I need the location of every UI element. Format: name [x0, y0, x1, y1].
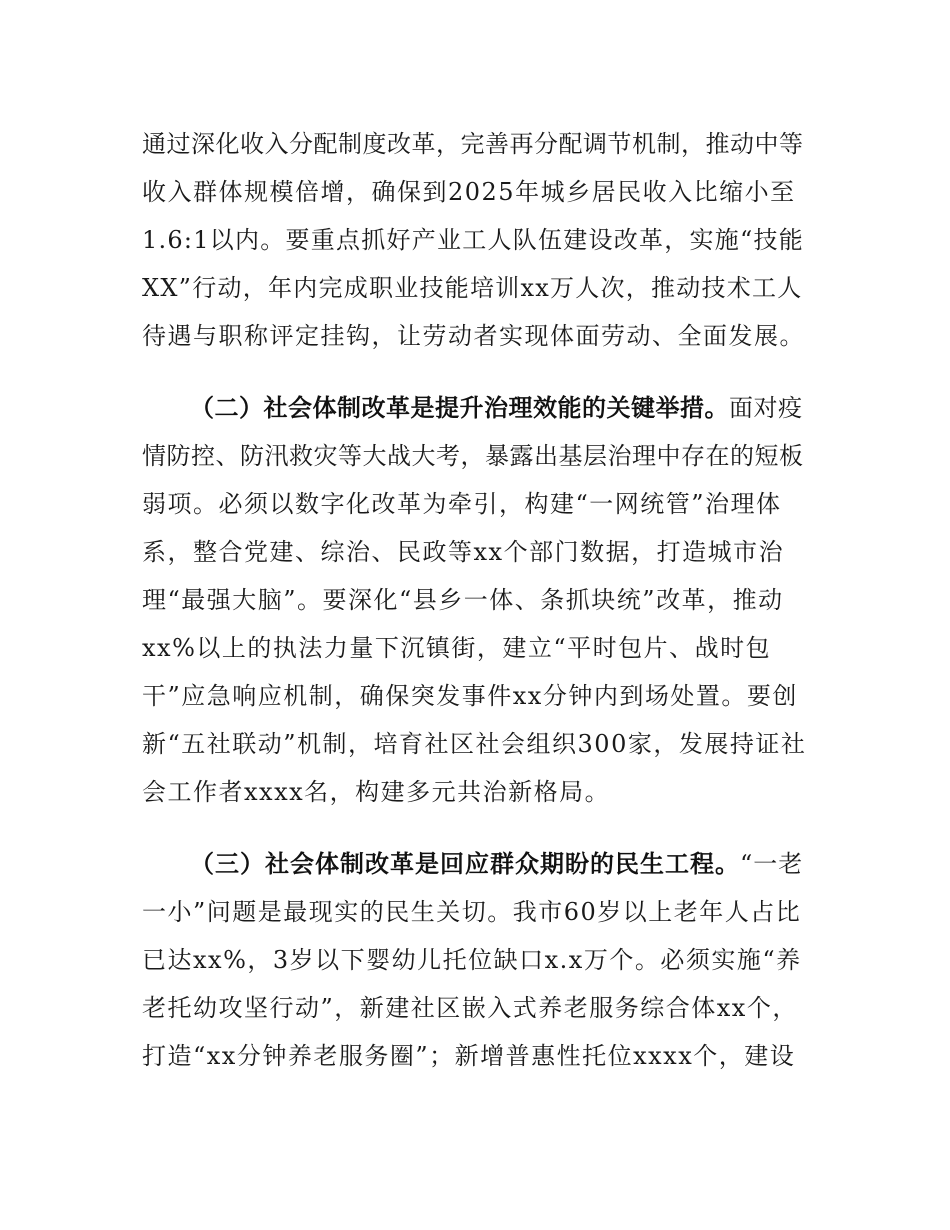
paragraph-line: 一小”问题是最现实的民生关切。我市60岁以上老年人占比: [142, 898, 802, 926]
section-three-heading: （三）社会体制改革是回应群众期盼的民生工程。: [190, 850, 740, 878]
paragraph-line: xx%以上的执法力量下沉镇街，建立“平时包片、战时包: [142, 634, 772, 662]
paragraph-line: 打造“xx分钟养老服务圈”；新增普惠性托位xxxx个，建设: [142, 1042, 796, 1070]
paragraph-line: 理“最强大脑”。要深化“县乡一体、条抓块统”改革，推动: [142, 586, 784, 614]
paragraph-line: 收入群体规模倍增，确保到2025年城乡居民收入比缩小至: [142, 178, 796, 206]
paragraph-line: 系，整合党建、综治、民政等xx个部门数据，打造城市治: [142, 538, 785, 566]
paragraph-line: XX”行动，年内完成职业技能培训xx万人次，推动技术工人: [142, 274, 803, 302]
section-three-first-line-rest: “一老: [740, 850, 804, 878]
paragraph-line: 新“五社联动”机制，培育社区社会组织300家，发展持证社: [142, 730, 807, 758]
section-three-first-line: [190, 844, 803, 884]
paragraph-line: 通过深化收入分配制度改革，完善再分配调节机制，推动中等: [142, 130, 804, 158]
paragraph-line: 情防控、防汛救灾等大战大考，暴露出基层治理中存在的短板: [142, 442, 804, 470]
paragraph-line: 1.6:1以内。要重点抓好产业工人队伍建设改革，实施“技能: [142, 226, 805, 254]
paragraph-line: 待遇与职称评定挂钩，让劳动者实现体面劳动、全面发展。: [142, 322, 805, 350]
paragraph-line: 干”应急响应机制，确保突发事件xx分钟内到场处置。要创: [142, 682, 798, 710]
paragraph-line: 会工作者xxxx名，构建多元共治新格局。: [142, 778, 611, 806]
paragraph-line: 老托幼攻坚行动”，新建社区嵌入式养老服务综合体xx个，: [142, 994, 798, 1022]
paragraph-line: 已达xx%，3岁以下婴幼儿托位缺口x.x万个。必须实施“养: [142, 946, 802, 974]
paragraph-line: 弱项。必须以数字化改革为牵引，构建“一网统管”治理体: [142, 490, 782, 518]
section-two-first-line-rest: 面对疫: [729, 394, 803, 422]
section-two-first-line: [190, 388, 803, 428]
section-two-heading: （二）社会体制改革是提升治理效能的关键举措。: [190, 394, 729, 422]
